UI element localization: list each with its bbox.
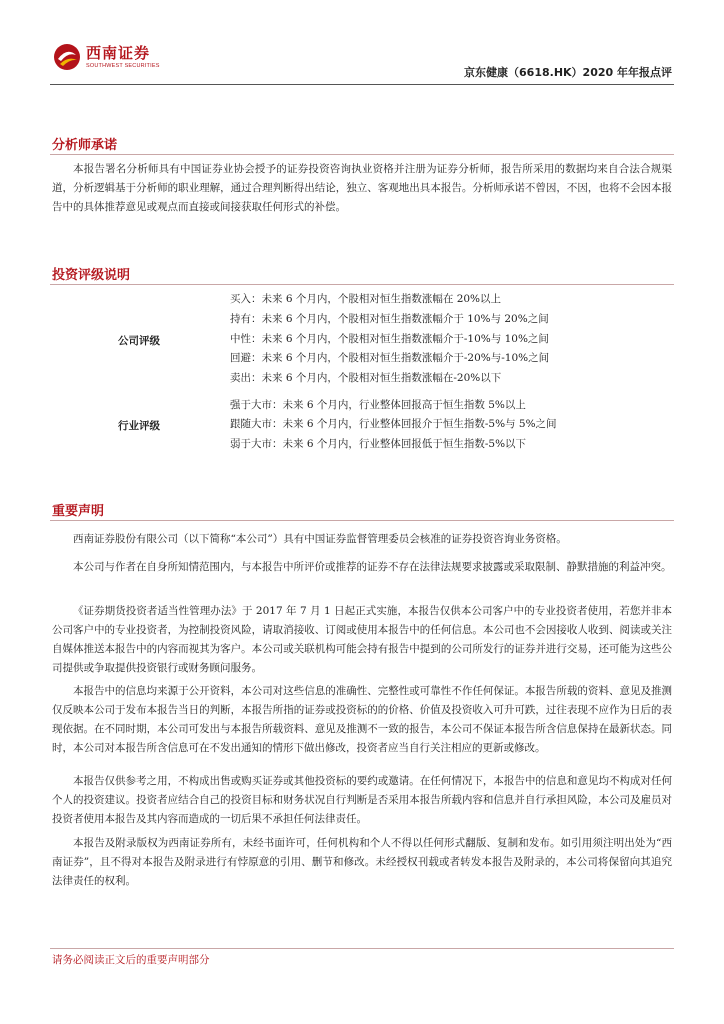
disclaimer-paragraph: 西南证券股份有限公司（以下简称“本公司”）具有中国证券监督管理委员会核准的证券投资咨询业务资格。 [73,533,567,545]
page-header [50,36,674,84]
company-rating-label: 公司评级 [118,335,160,347]
disclaimer-paragraph: 本公司与作者在自身所知情范围内，与本报告中所评价或推荐的证券不存在法律法规要求披露或采取限制、静默措施的利益冲突。 [73,561,672,573]
disclaimer-section-divider [50,520,674,521]
footer-divider [50,948,674,949]
company-rating-sell: 卖出：未来 6 个月内，个股相对恒生指数涨幅在-20%以下 [230,372,502,384]
disclaimer-section-title: 重要声明 [52,504,105,519]
rating-section-title: 投资评级说明 [52,268,131,283]
industry-rating-label: 行业评级 [118,420,160,432]
analyst-commitment-text: 本报告署名分析师具有中国证券业协会授予的证券投资咨询执业资格并注册为证券分析师，报告所采用的数据均来自合法合规渠道，分析逻辑基于分析师的职业理解，通过合理判断得出结论，独立、客观地出具本报告。分析师承诺不曾因，不因，也将不会因本报告中的具体推荐意见或观点而直接或间接获取任何形式的补偿。 [52,163,672,213]
logo-english-name: SOUTHWEST SECURITIES [86,63,160,69]
disclaimer-paragraph: 本报告仅供参考之用，不构成出售或购买证券或其他投资标的要约或邀请。在任何情况下，本报告中的信息和意见均不构成对任何个人的投资建议。投资者应结合自己的投资目标和财务状况自行判断是否采用本报告所载内容和信息并自行承担风险，本公司及雇员对投资者使用本报告及其内容而造成的一切后果不承担任何法律责任。 [52,775,672,825]
disclaimer-paragraph: 本报告中的信息均来源于公开资料，本公司对这些信息的准确性、完整性或可靠性不作任何保证。本报告所载的资料、意见及推测仅反映本公司于发布本报告当日的判断，本报告所指的证券或投资标的的价格、价值及投资收入可升可跌，过往表现不应作为日后的表现依据。在不同时期，本公司可发出与本报告所载资料、意见及推测不一致的报告，本公司不保证本报告所含信息保持在最新状态。同时，本公司对本报告所含信息可在不发出通知的情形下做出修改，投资者应当自行关注相应的更新或修改。 [52,685,672,754]
company-rating-hold: 持有：未来 6 个月内，个股相对恒生指数涨幅介于 10%与 20%之间 [230,313,549,325]
logo-emblem-icon [52,42,82,72]
rating-section-divider [50,284,674,285]
company-rating-avoid: 回避：未来 6 个月内，个股相对恒生指数涨幅介于-20%与-10%之间 [230,352,550,364]
industry-rating-market: 跟随大市：未来 6 个月内，行业整体回报介于恒生指数-5%与 5%之间 [230,418,557,430]
report-title: 京东健康（6618.HK）2020 年年报点评 [464,66,672,79]
analyst-commitment-divider [50,154,674,155]
industry-rating-outperform: 强于大市：未来 6 个月内，行业整体回报高于恒生指数 5%以上 [230,399,526,411]
company-logo [52,42,202,78]
company-rating-buy: 买入：未来 6 个月内，个股相对恒生指数涨幅在 20%以上 [230,293,502,305]
logo-chinese-name: 西南证券 [86,44,151,62]
analyst-commitment-title: 分析师承诺 [52,138,118,153]
disclaimer-paragraph: 本报告及附录版权为西南证券所有，未经书面许可，任何机构和个人不得以任何形式翻版、复制和发布。如引用须注明出处为“西南证券”，且不得对本报告及附录进行有悖原意的引用、删节和修改。未经授权刊载或者转发本报告及附录的，本公司将保留向其追究法律责任的权利。 [52,837,672,887]
header-divider [50,84,674,85]
footer-notice: 请务必阅读正文后的重要声明部分 [52,954,210,966]
disclaimer-paragraph: 《证券期货投资者适当性管理办法》于 2017 年 7 月 1 日起正式实施，本报告仅供本公司客户中的专业投资者使用，若您并非本公司客户中的专业投资者，为控制投资风险，请取消接收、订阅或使用本报告中的任何信息。本公司也不会因接收人收到、阅读或关注自媒体推送本报告中的内容而视其为客户。本公司或关联机构可能会持有报告中提到的公司所发行的证券并进行交易，还可能为这些公司提供或争取提供投资银行或财务顾问服务。 [52,605,672,674]
industry-rating-underperform: 弱于大市：未来 6 个月内，行业整体回报低于恒生指数-5%以下 [230,438,527,450]
company-rating-neutral: 中性：未来 6 个月内，个股相对恒生指数涨幅介于-10%与 10%之间 [230,333,549,345]
